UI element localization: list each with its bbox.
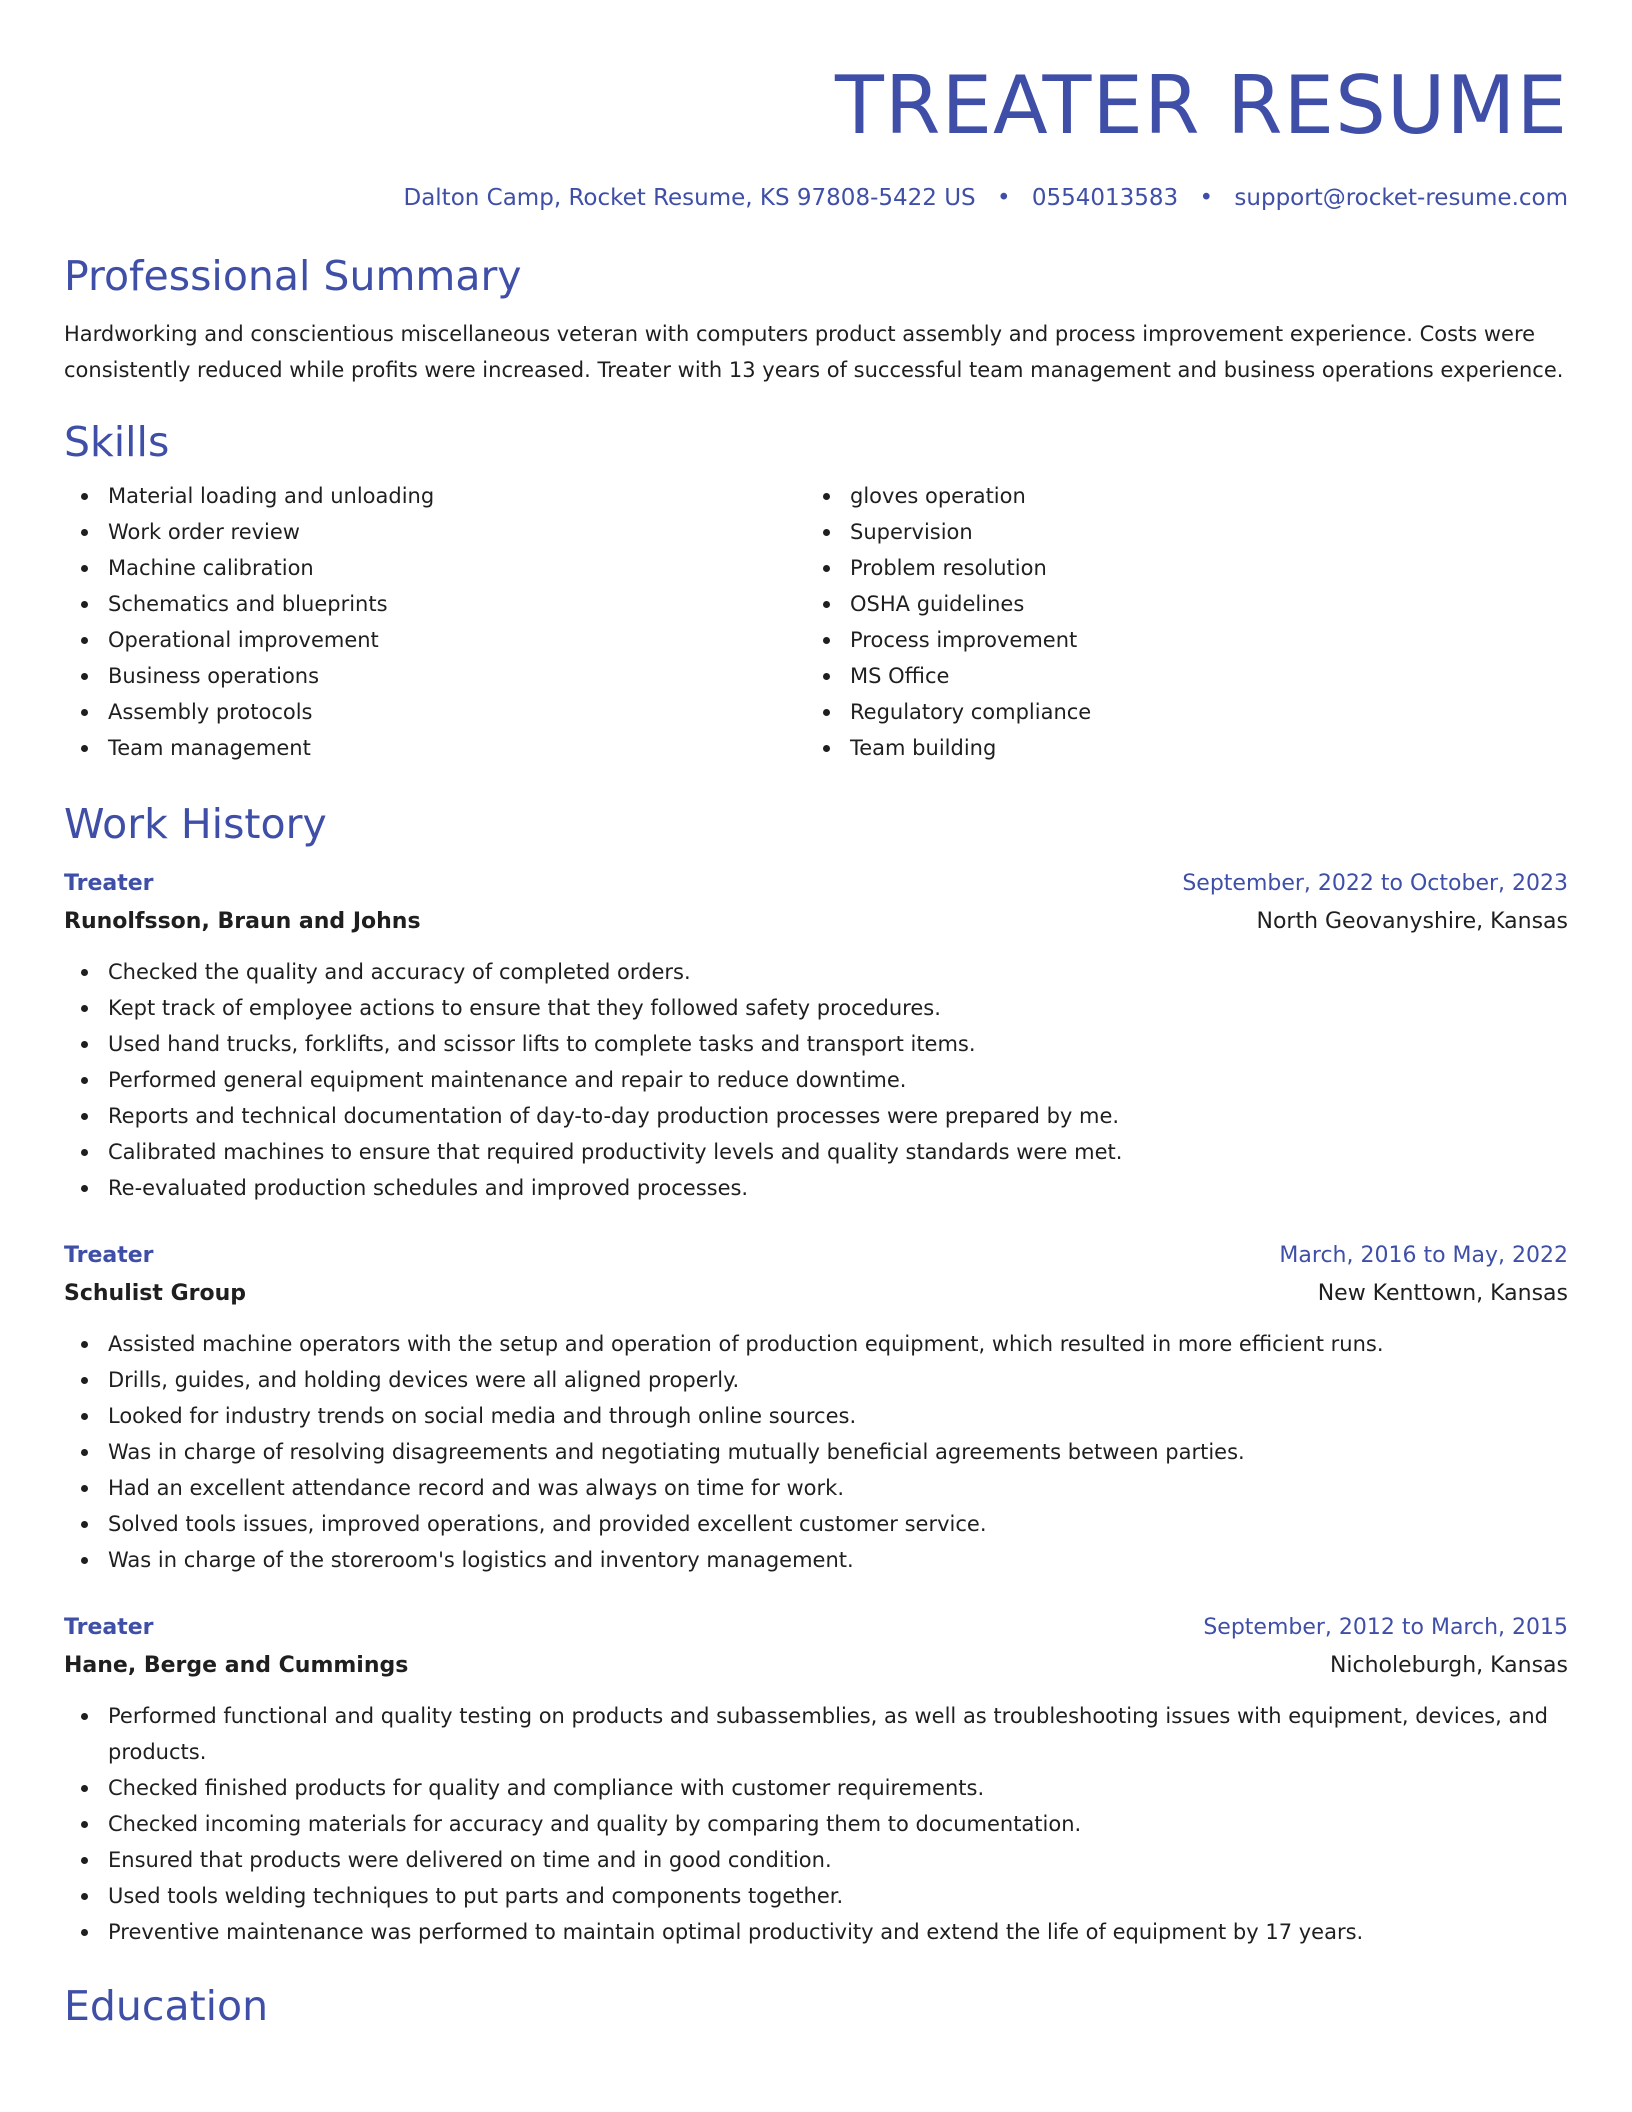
job-bullet-list — [64, 1326, 1568, 1578]
job-location: Nicholeburgh, Kansas — [1329, 1653, 1568, 1678]
contact-email[interactable]: support@rocket-resume.com — [1234, 185, 1568, 211]
skill-item: Work order review — [64, 514, 806, 550]
education-section — [64, 1978, 1568, 2034]
skill-item: Team management — [64, 730, 806, 766]
job-bullet-list — [64, 954, 1568, 1206]
resume-title: TREATER RESUME — [835, 59, 1568, 152]
job-subheader — [64, 1274, 1568, 1314]
job-company: Hane, Berge and Cummings — [64, 1653, 409, 1678]
section-heading-education: Education — [64, 1982, 269, 2030]
job-bullet: Solved tools issues, improved operations, and provided excellent customer service. — [64, 1506, 1568, 1542]
skills-columns — [64, 478, 1568, 766]
job-dates: September, 2012 to March, 2015 — [1203, 1615, 1568, 1640]
job-bullet: Was in charge of the storeroom's logistics and inventory management. — [64, 1542, 1568, 1578]
skill-item: Supervision — [806, 514, 1548, 550]
job-bullet: Used tools welding techniques to put parts and components together. — [64, 1878, 1568, 1914]
job-subheader — [64, 902, 1568, 942]
contact-phone: 0554013583 — [1031, 185, 1179, 211]
summary-text: Hardworking and conscientious miscellaneous veteran with computers product assembly and process improvement experience. Costs were consistently reduced while profits were increased. Treater with 13 years of successful team management and business operations experience. — [64, 322, 1564, 382]
job-title: Treater — [64, 871, 154, 896]
skill-item: OSHA guidelines — [806, 586, 1548, 622]
job-bullet: Performed general equipment maintenance and repair to reduce downtime. — [64, 1062, 1568, 1098]
job-bullet: Looked for industry trends on social media and through online sources. — [64, 1398, 1568, 1434]
job-header — [64, 1610, 1568, 1646]
job-bullet: Re-evaluated production schedules and improved processes. — [64, 1170, 1568, 1206]
section-heading-skills: Skills — [64, 418, 170, 466]
job-dates: March, 2016 to May, 2022 — [1279, 1243, 1568, 1268]
job-location: New Kenttown, Kansas — [1317, 1281, 1568, 1306]
skills-list-right — [806, 478, 1548, 766]
job-bullet: Ensured that products were delivered on time and in good condition. — [64, 1842, 1568, 1878]
job-bullet-list — [64, 1698, 1568, 1950]
job-company: Schulist Group — [64, 1281, 246, 1306]
job-entry — [64, 1238, 1568, 1578]
job-entry — [64, 1610, 1568, 1950]
skills-list-left — [64, 478, 806, 766]
contact-separator: • — [996, 185, 1011, 211]
job-bullet: Used hand trucks, forklifts, and scissor lifts to complete tasks and transport items. — [64, 1026, 1568, 1062]
job-header — [64, 866, 1568, 902]
job-bullet: Had an excellent attendance record and was always on time for work. — [64, 1470, 1568, 1506]
job-title: Treater — [64, 1243, 154, 1268]
skill-item: MS Office — [806, 658, 1548, 694]
job-bullet: Was in charge of resolving disagreements and negotiating mutually beneficial agreements between parties. — [64, 1434, 1568, 1470]
skill-item: Process improvement — [806, 622, 1548, 658]
job-header — [64, 1238, 1568, 1274]
job-bullet: Performed functional and quality testing on products and subassemblies, as well as troubleshooting issues with equipment, devices, and products. — [64, 1698, 1568, 1770]
skills-section — [64, 414, 1568, 766]
job-bullet: Calibrated machines to ensure that required productivity levels and quality standards were met. — [64, 1134, 1568, 1170]
job-location: North Geovanyshire, Kansas — [1256, 909, 1568, 934]
job-entry — [64, 866, 1568, 1206]
section-heading-work: Work History — [64, 800, 327, 848]
job-bullet: Drills, guides, and holding devices were all aligned properly. — [64, 1362, 1568, 1398]
job-bullet: Kept track of employee actions to ensure that they followed safety procedures. — [64, 990, 1568, 1026]
skill-item: Material loading and unloading — [64, 478, 806, 514]
job-bullet: Reports and technical documentation of day-to-day production processes were prepared by me. — [64, 1098, 1568, 1134]
contact-address: Dalton Camp, Rocket Resume, KS 97808-5422 US — [403, 185, 976, 211]
skill-item: Machine calibration — [64, 550, 806, 586]
job-bullet: Checked the quality and accuracy of completed orders. — [64, 954, 1568, 990]
skill-item: Assembly protocols — [64, 694, 806, 730]
skill-item: Regulatory compliance — [806, 694, 1548, 730]
skill-item: gloves operation — [806, 478, 1548, 514]
skill-item: Business operations — [64, 658, 806, 694]
job-bullet: Assisted machine operators with the setup and operation of production equipment, which resulted in more efficient runs. — [64, 1326, 1568, 1362]
skill-item: Team building — [806, 730, 1548, 766]
job-bullet: Preventive maintenance was performed to maintain optimal productivity and extend the life of equipment by 17 years. — [64, 1914, 1568, 1950]
work-history-section — [64, 796, 1568, 1950]
section-heading-summary: Professional Summary — [64, 252, 522, 300]
job-company: Runolfsson, Braun and Johns — [64, 909, 421, 934]
job-bullet: Checked incoming materials for accuracy and quality by comparing them to documentation. — [64, 1806, 1568, 1842]
job-subheader — [64, 1646, 1568, 1686]
contact-separator: • — [1199, 185, 1214, 211]
skill-item: Operational improvement — [64, 622, 806, 658]
job-title: Treater — [64, 1615, 154, 1640]
job-bullet: Checked finished products for quality and compliance with customer requirements. — [64, 1770, 1568, 1806]
skill-item: Problem resolution — [806, 550, 1548, 586]
job-dates: September, 2022 to October, 2023 — [1182, 871, 1568, 896]
skill-item: Schematics and blueprints — [64, 586, 806, 622]
professional-summary-section — [64, 248, 1568, 388]
contact-line — [64, 182, 1568, 214]
